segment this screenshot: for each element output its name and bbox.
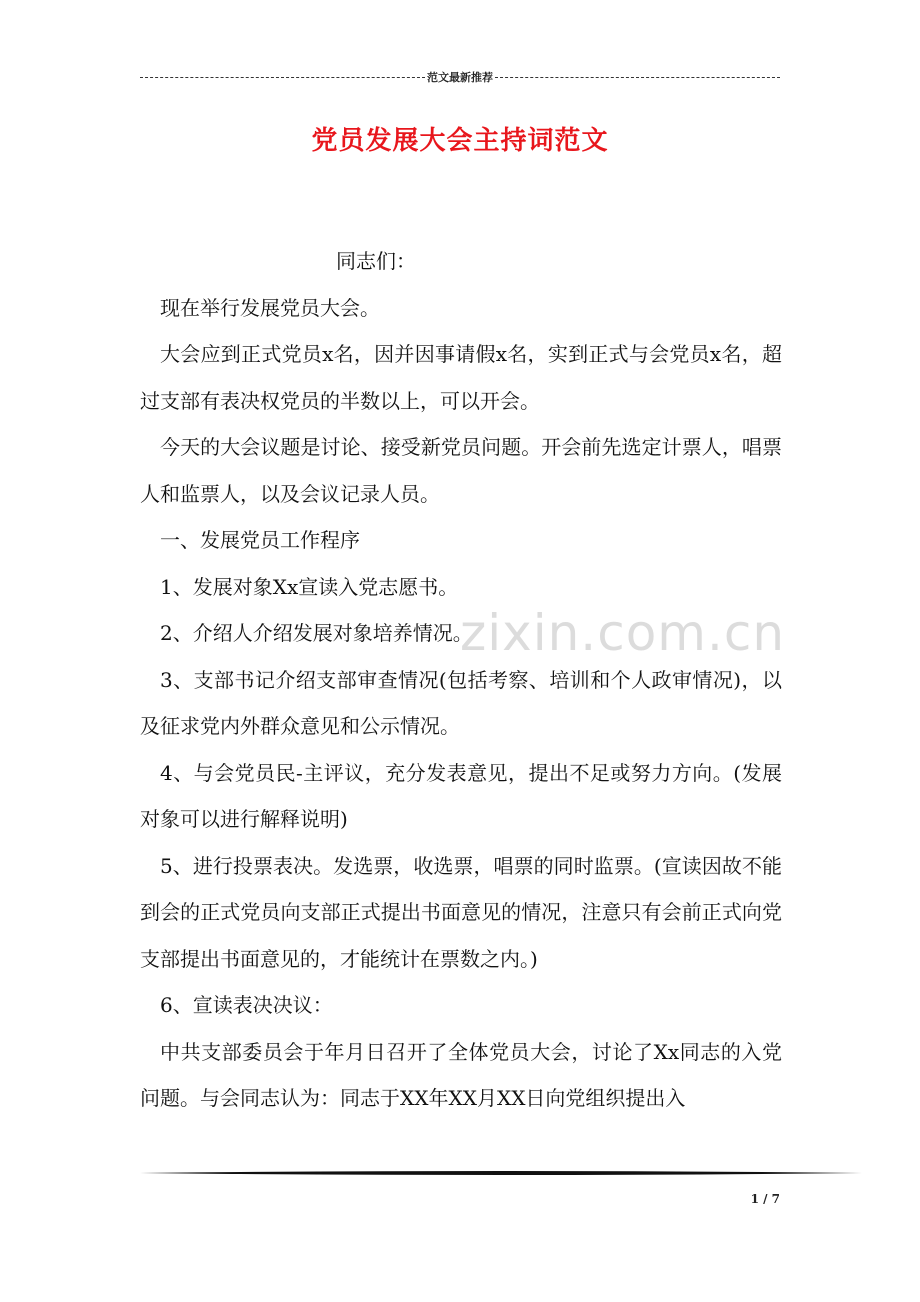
paragraph: 1、发展对象Xx宣读入党志愿书。 bbox=[160, 574, 459, 599]
footer-rule bbox=[140, 1170, 862, 1176]
paragraph: 2、介绍人介绍发展对象培养情况。 bbox=[160, 621, 473, 645]
paragraph: 5、进行投票表决。发选票，收选票，唱票的同时监票。(宣读因故不能到会的正式党员向支部正式提出书面意见的情况，注意只有会前正式向党支部提出书面意见的，才能统计在票数之内。) bbox=[140, 853, 782, 971]
document-body bbox=[140, 238, 782, 1122]
document-title: 党员发展大会主持词范文 bbox=[311, 126, 609, 156]
header-dash-right bbox=[495, 77, 780, 78]
paragraph: 3、支部书记介绍支部审查情况(包括考察、培训和个人政审情况)，以及征求党内外群众意见和公示情况。 bbox=[140, 667, 782, 738]
watermark: zixin.com.cn bbox=[460, 604, 786, 662]
paragraph: 4、与会党员民-主评议，充分发表意见，提出不足或努力方向。(发展对象可以进行解释说明) bbox=[140, 760, 782, 831]
paragraph: 中共支部委员会于年月日召开了全体党员大会，讨论了Xx同志的入党问题。与会同志认为：同志于XX年XX月XX日向党组织提出入 bbox=[140, 1039, 782, 1110]
page-header bbox=[140, 68, 780, 86]
paragraph: 一、发展党员工作程序 bbox=[160, 528, 360, 552]
greeting: 同志们： bbox=[336, 249, 416, 273]
paragraph: 6、宣读表决决议： bbox=[160, 993, 333, 1017]
header-dash-left bbox=[140, 77, 425, 78]
page-number: 1 / 7 bbox=[750, 1192, 780, 1206]
paragraph: 大会应到正式党员x名，因并因事请假x名，实到正式与会党员x名，超过支部有表决权党员的半数以上，可以开会。 bbox=[140, 342, 782, 413]
paragraph: 今天的大会议题是讨论、接受新党员问题。开会前先选定计票人，唱票人和监票人，以及会议记录人员。 bbox=[140, 435, 782, 506]
header-label: 范文最新推荐 bbox=[427, 71, 493, 84]
paragraph: 现在举行发展党员大会。 bbox=[160, 295, 380, 320]
